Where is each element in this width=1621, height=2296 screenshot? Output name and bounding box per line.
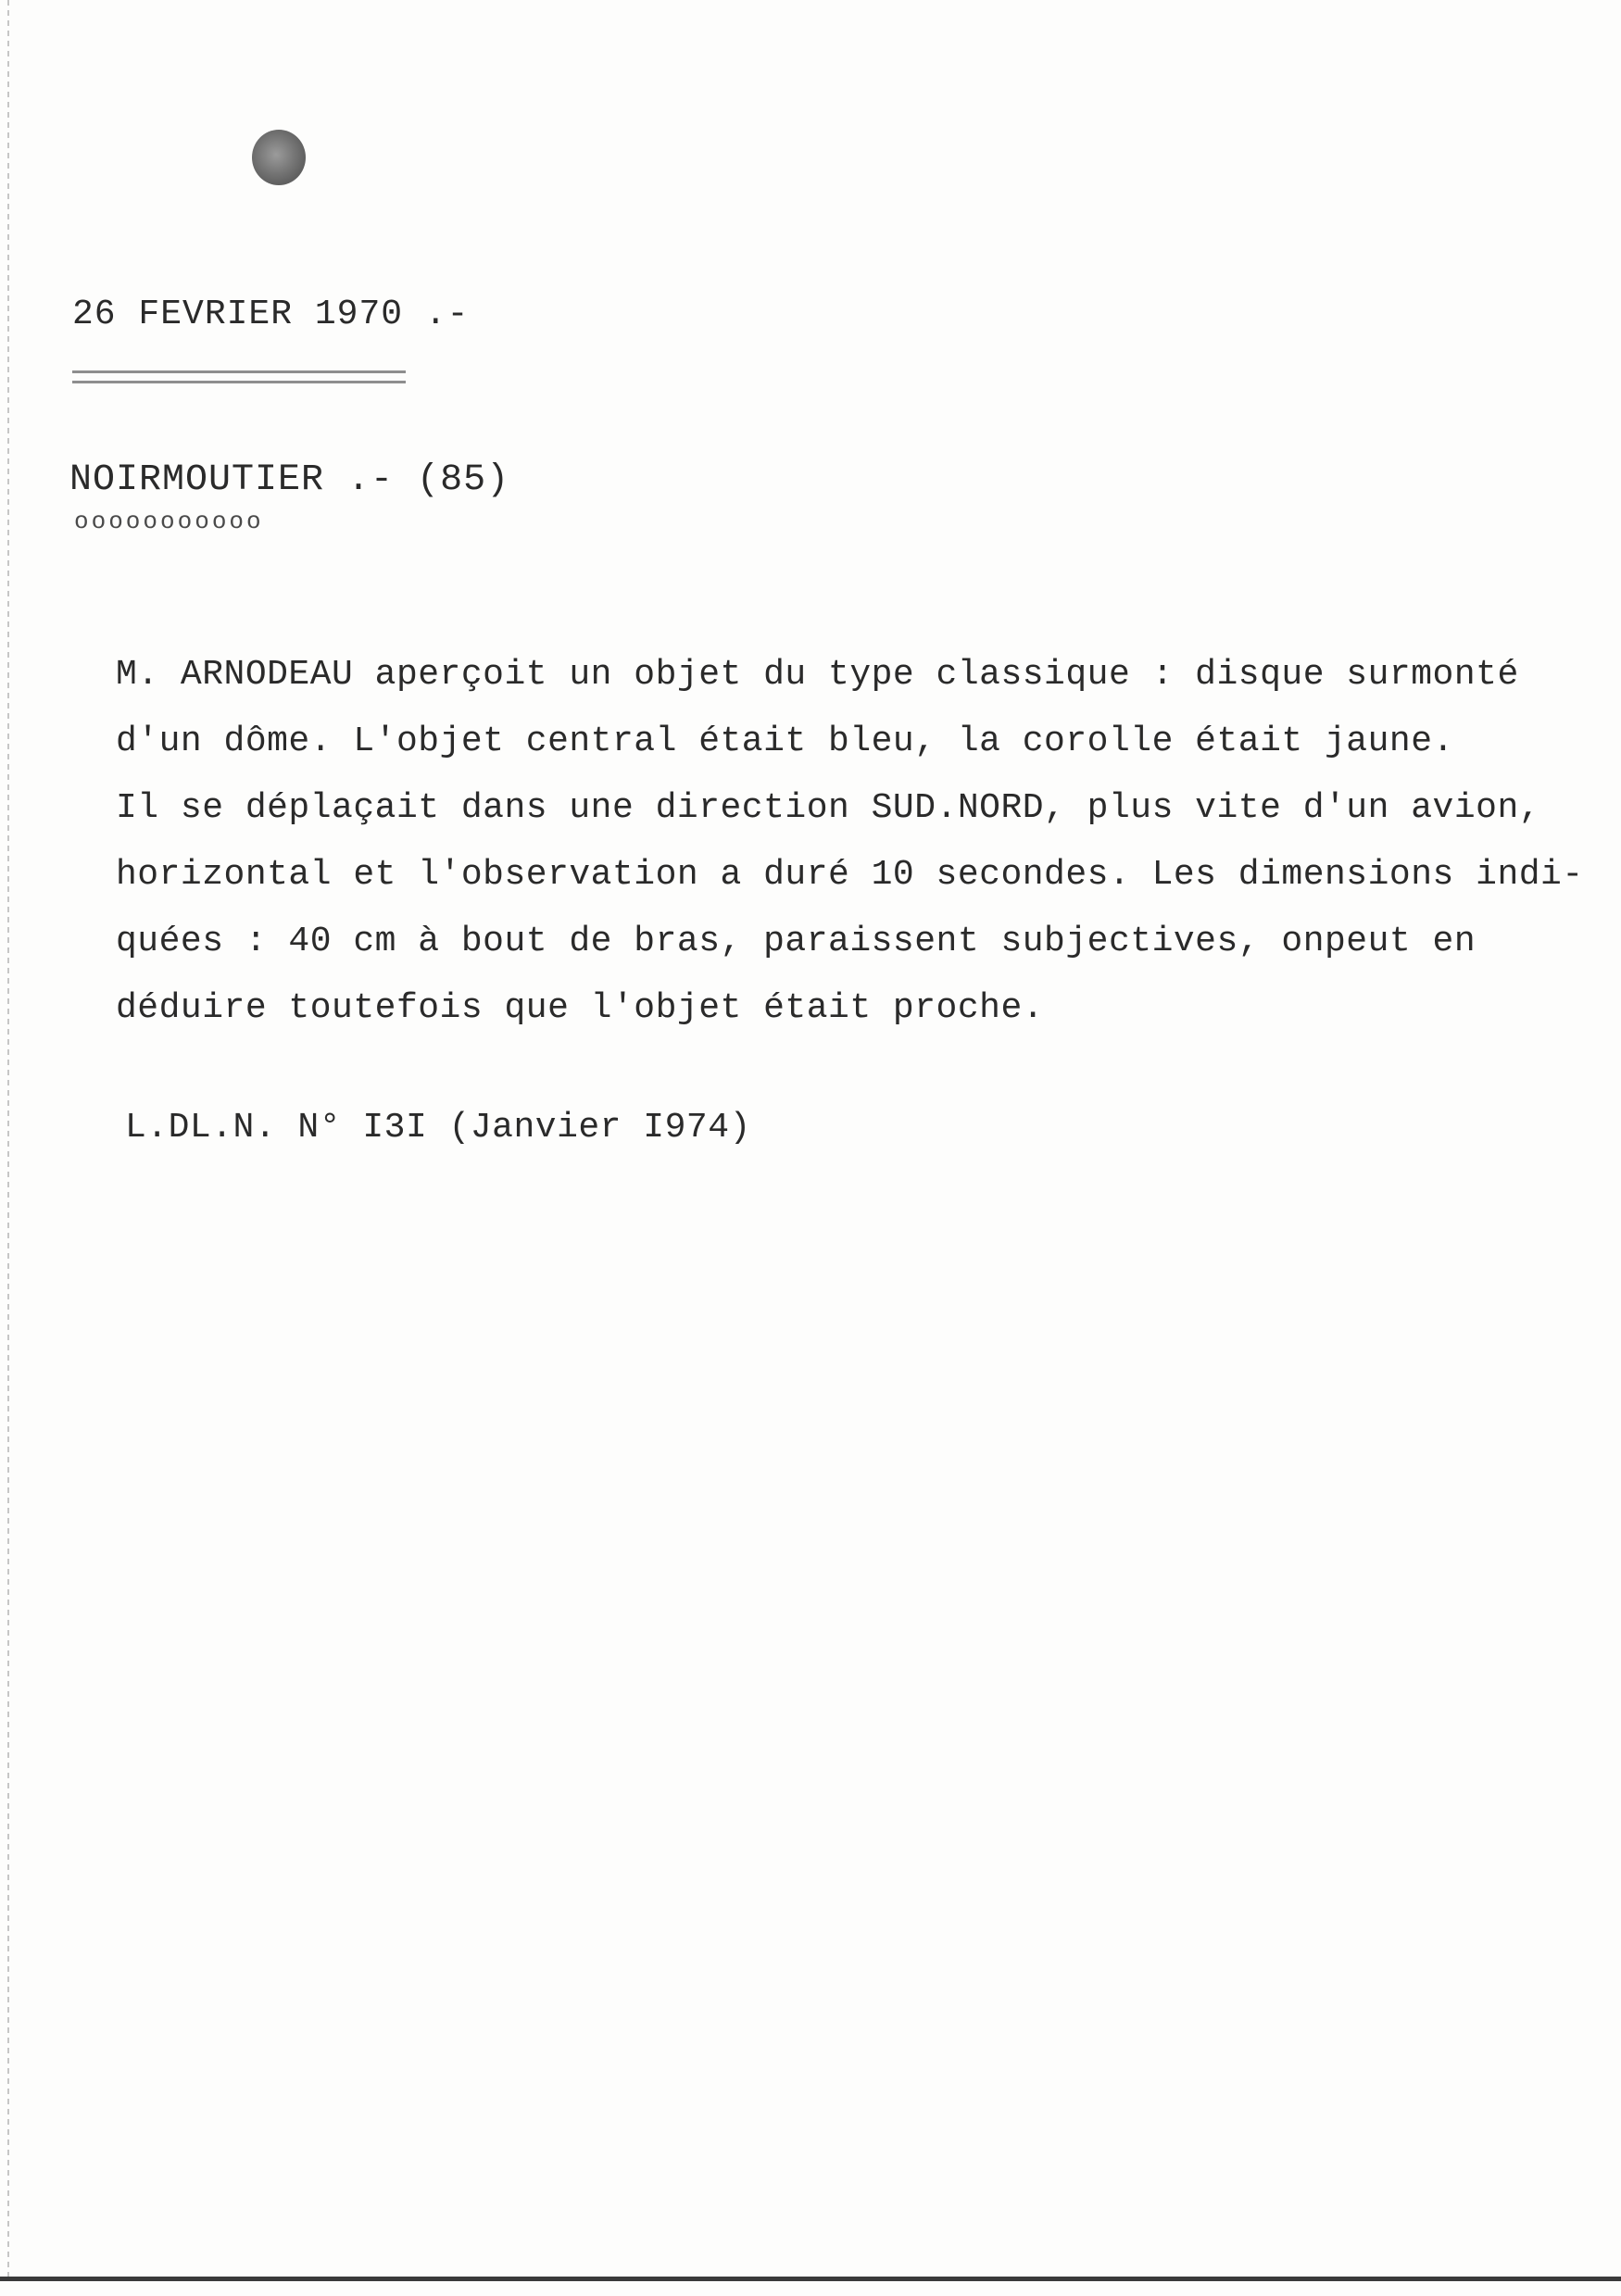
page-left-edge <box>7 0 9 2278</box>
source-reference: L.DL.N. N° I3I (Janvier I974) <box>125 1108 751 1148</box>
body-line: M. ARNODEAU aperçoit un objet du type classique : disque surmonté <box>116 655 1519 695</box>
report-date: 26 FEVRIER 1970 .- <box>72 295 470 334</box>
report-body <box>116 642 1598 1042</box>
page-bottom-edge <box>0 2277 1621 2281</box>
report-location: NOIRMOUTIER .- (85) <box>69 459 510 501</box>
body-line: déduire toutefois que l'objet était proche. <box>116 988 1045 1028</box>
date-underline <box>72 370 406 383</box>
body-line: d'un dôme. L'objet central était bleu, la corolle était jaune. <box>116 721 1454 761</box>
punch-hole-mark <box>252 130 306 185</box>
body-line: horizontal et l'observation a duré 10 secondes. Les dimensions indi- <box>116 855 1584 895</box>
location-underline-decoration: ooooooooooo <box>74 508 264 535</box>
body-line: Il se déplaçait dans une direction SUD.NORD, plus vite d'un avion, <box>116 788 1541 828</box>
body-line: quées : 40 cm à bout de bras, paraissent subjectives, onpeut en <box>116 922 1476 961</box>
